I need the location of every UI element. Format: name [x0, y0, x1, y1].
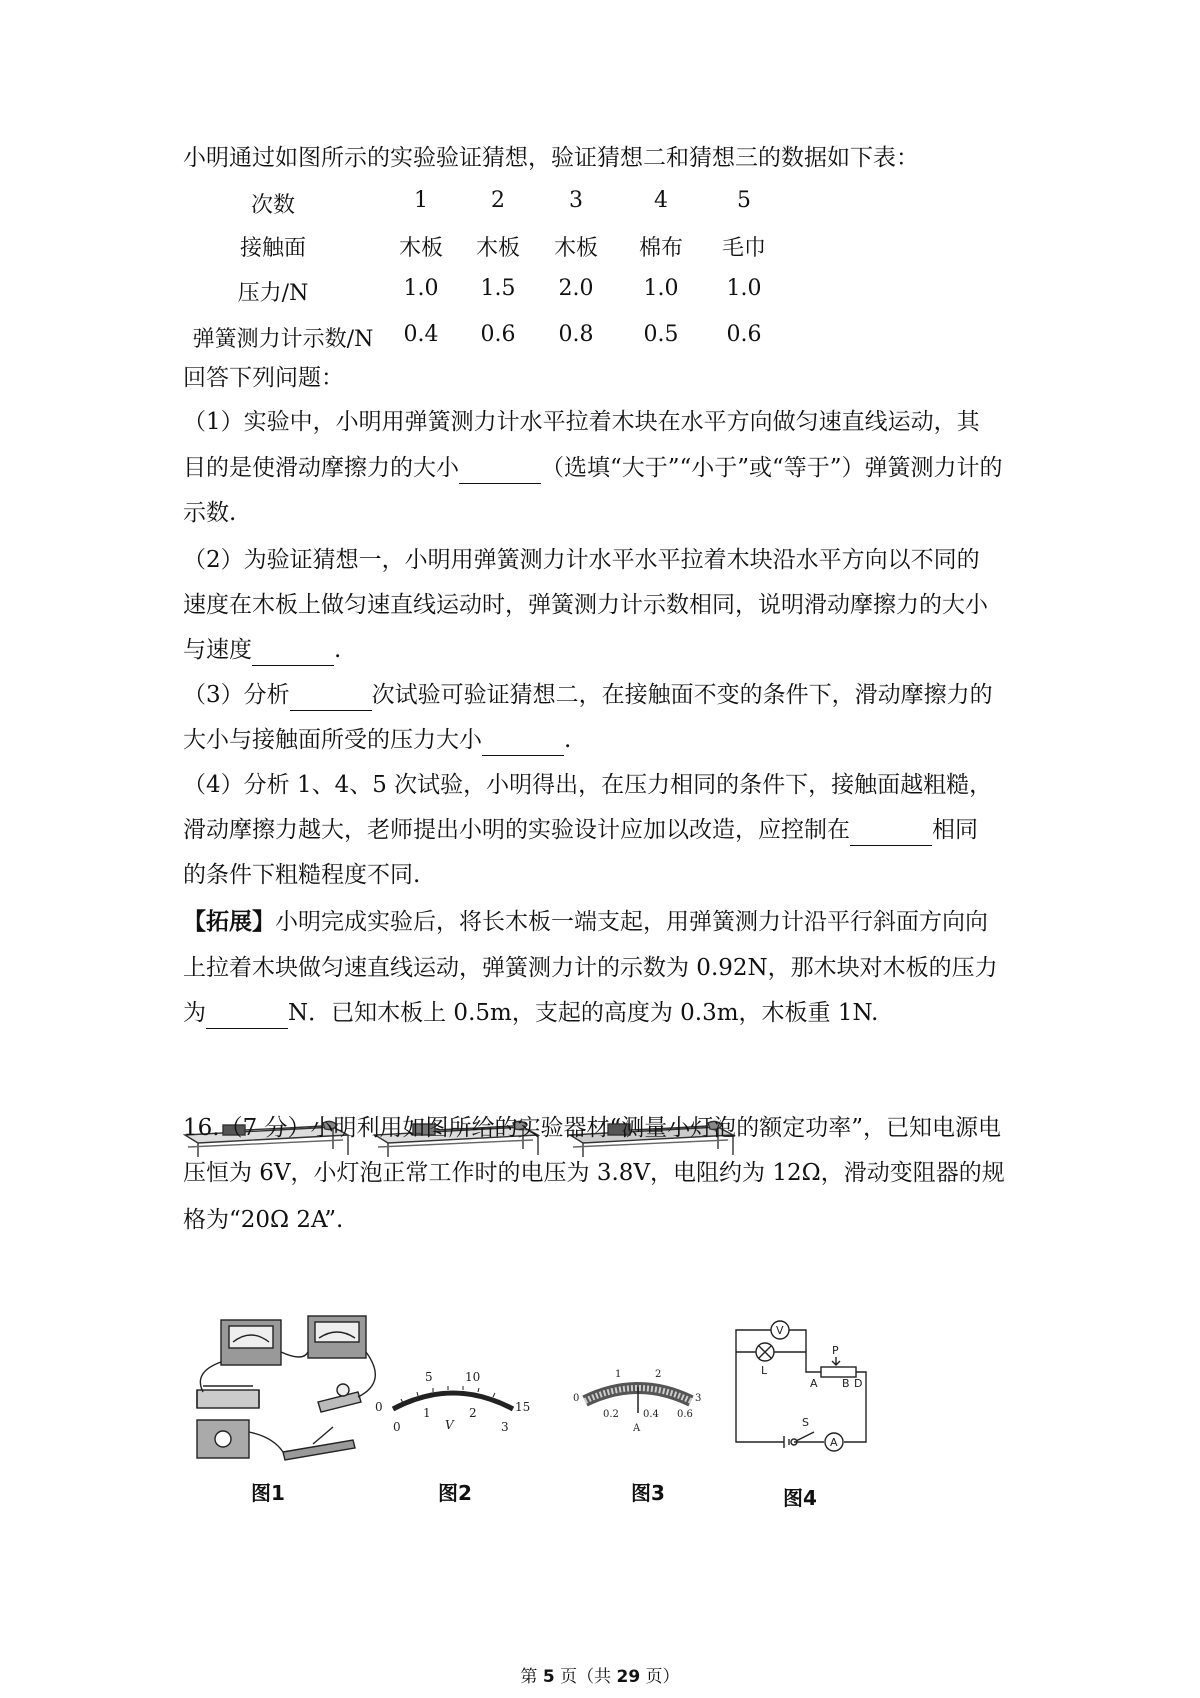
table-row [183, 188, 883, 218]
reading-cell: 0.5 [643, 322, 679, 347]
q2-text-a: 与速度 [183, 637, 252, 663]
reading-cell: 0.6 [480, 322, 516, 347]
col-label: 3 [569, 188, 583, 213]
answer-blank[interactable] [459, 453, 541, 484]
pressure-cell: 1.5 [480, 276, 516, 301]
figure-2-caption: 图2 [438, 1481, 472, 1505]
q2-line2: 速度在木板上做匀速直线运动时，弹簧测力计示数相同，说明滑动摩擦力的大小 [183, 592, 988, 618]
ammeter-end-label: 3 [695, 1393, 702, 1404]
pressure-cell: 1.0 [643, 276, 679, 301]
footer-text: 第 [520, 1667, 543, 1687]
circuit-label: L [761, 1364, 768, 1377]
q2-text-b: . [334, 637, 342, 663]
q4-text-b: 相同 [932, 817, 978, 843]
table-row [183, 231, 883, 261]
q16-line2: 压恒为 6V，小灯泡正常工作时的电压为 3.8V，电阻约为 12Ω，滑动变阻器的规 [183, 1160, 1005, 1186]
surface-cell: 木板 [475, 236, 520, 261]
q4-line2 [183, 815, 1023, 846]
ammeter-bottom-label: 0.4 [643, 1409, 659, 1420]
q4-text-a: 滑动摩擦力越大，老师提出小明的实验设计应加以改造，应控制在 [183, 817, 850, 843]
q2-line1: （2）为验证猜想一，小明用弹簧测力计水平水平拉着木块沿水平方向以不同的 [183, 547, 980, 573]
surface-cell: 毛巾 [721, 236, 766, 261]
ext-text-a: 小明完成实验后，将长木板一端支起，用弹簧测力计沿平行斜面方向向 [275, 909, 988, 935]
q1-text-b: （选填“大于”“小于”或“等于”）弹簧测力计的 [541, 455, 1003, 481]
answer-blank[interactable] [850, 815, 932, 846]
circuit-label: S [802, 1416, 809, 1429]
answer-blank[interactable] [252, 635, 334, 666]
ext-tag: 【拓展】 [183, 908, 275, 935]
page-number: 5 [542, 1667, 555, 1687]
q4-line3: 的条件下粗糙程度不同. [183, 862, 421, 888]
reading-cell: 0.4 [403, 322, 439, 347]
circuit-label: B [842, 1377, 850, 1390]
header-pressure: 压力/N [237, 281, 309, 306]
ext-text-c: N．已知木板上 0.5m，支起的高度为 0.3m，木板重 1N. [288, 1000, 879, 1026]
circuit-label: P [832, 1344, 839, 1357]
pressure-cell: 1.0 [403, 276, 439, 301]
q1-line1: （1）实验中，小明用弹簧测力计水平拉着木块在水平方向做匀速直线运动，其 [183, 409, 980, 435]
circuit-label: D [854, 1377, 863, 1390]
intro-text: 小明通过如图所示的实验验证猜想，验证猜想二和猜想三的数据如下表： [183, 145, 919, 171]
circuit-figures [183, 1312, 883, 1512]
table-row [183, 322, 883, 352]
circuit-diagram-figure [726, 1312, 876, 1457]
voltmeter-end-label: 0 [375, 1400, 383, 1414]
voltmeter-top-label: 10 [465, 1370, 481, 1384]
footer-text: 页） [640, 1667, 680, 1687]
circuit-label: A [810, 1377, 818, 1390]
ext-line3 [183, 998, 1023, 1029]
col-label: 4 [654, 188, 668, 213]
ammeter-unit: A [633, 1423, 641, 1434]
ammeter-end-label: 0 [573, 1393, 580, 1404]
surface-cell: 木板 [398, 236, 443, 261]
voltmeter-unit: V [445, 1418, 454, 1432]
q3-text-a: （3）分析 [183, 682, 290, 708]
voltmeter-bottom-label: 0 [393, 1420, 401, 1434]
voltmeter-scale-figure [373, 1367, 533, 1447]
pressure-cell: 2.0 [558, 276, 594, 301]
ext-line2: 上拉着木块做匀速直线运动，弹簧测力计的示数为 0.92N，那木块对木板的压力 [183, 955, 998, 981]
figure-1-caption: 图1 [251, 1481, 285, 1505]
header-reading: 弹簧测力计示数/N [192, 327, 374, 352]
table-row [183, 276, 883, 306]
col-label: 5 [737, 188, 751, 213]
q3-text-b: 次试验可验证猜想二，在接触面不变的条件下，滑动摩擦力的 [371, 682, 993, 708]
q16-line3: 格为“20Ω 2A”. [183, 1207, 344, 1233]
ext-text-b: 为 [183, 1000, 206, 1026]
q1-line3: 示数. [183, 500, 237, 526]
q3-line1 [183, 680, 1023, 711]
ammeter-bottom-label: 0.2 [603, 1409, 619, 1420]
voltmeter-end-label: 15 [515, 1400, 531, 1414]
answer-blank[interactable] [206, 998, 288, 1029]
surface-cell: 棉布 [638, 236, 683, 261]
q16-line1: 16.（7 分）小明利用如图所给的实验器材“测量小灯泡的额定功率”，已知电源电 [183, 1115, 1002, 1141]
q1-text-a: 目的是使滑动摩擦力的大小 [183, 455, 459, 481]
page-footer [0, 1662, 1200, 1687]
ammeter-bottom-label: 0.6 [677, 1409, 693, 1420]
voltmeter-bottom-label: 3 [501, 1420, 509, 1434]
q4-line1: （4）分析 1、4、5 次试验，小明得出，在压力相同的条件下，接触面越粗糙， [183, 772, 993, 798]
col-label: 2 [491, 188, 505, 213]
apparatus-figure [183, 1312, 398, 1472]
surface-cell: 木板 [553, 236, 598, 261]
reading-cell: 0.8 [558, 322, 594, 347]
ammeter-scale-figure [573, 1367, 703, 1447]
q1-line2 [183, 453, 1023, 484]
voltmeter-bottom-label: 1 [423, 1406, 431, 1420]
reading-cell: 0.6 [726, 322, 762, 347]
ext-line1 [183, 907, 1023, 937]
voltmeter-top-label: 5 [425, 1370, 433, 1384]
q3-text-d: . [564, 727, 572, 753]
figure-3-caption: 图3 [631, 1481, 665, 1505]
q3-line2 [183, 725, 1023, 756]
q2-line3 [183, 635, 1023, 666]
answer-intro: 回答下列问题： [183, 365, 344, 391]
header-surface: 接触面 [239, 236, 306, 261]
circuit-label: A [830, 1436, 838, 1449]
col-label: 1 [414, 188, 428, 213]
voltmeter-bottom-label: 2 [469, 1406, 477, 1420]
ammeter-top-label: 1 [615, 1369, 622, 1380]
figure-4-caption: 图4 [783, 1486, 817, 1510]
total-pages: 29 [616, 1667, 641, 1687]
q3-text-c: 大小与接触面所受的压力大小 [183, 727, 482, 753]
ammeter-top-label: 2 [655, 1369, 662, 1380]
header-count: 次数 [250, 193, 295, 218]
circuit-label: V [776, 1324, 784, 1337]
footer-text: 页（共 [554, 1667, 617, 1687]
pressure-cell: 1.0 [726, 276, 762, 301]
answer-blank[interactable] [290, 680, 372, 711]
answer-blank[interactable] [482, 725, 564, 756]
